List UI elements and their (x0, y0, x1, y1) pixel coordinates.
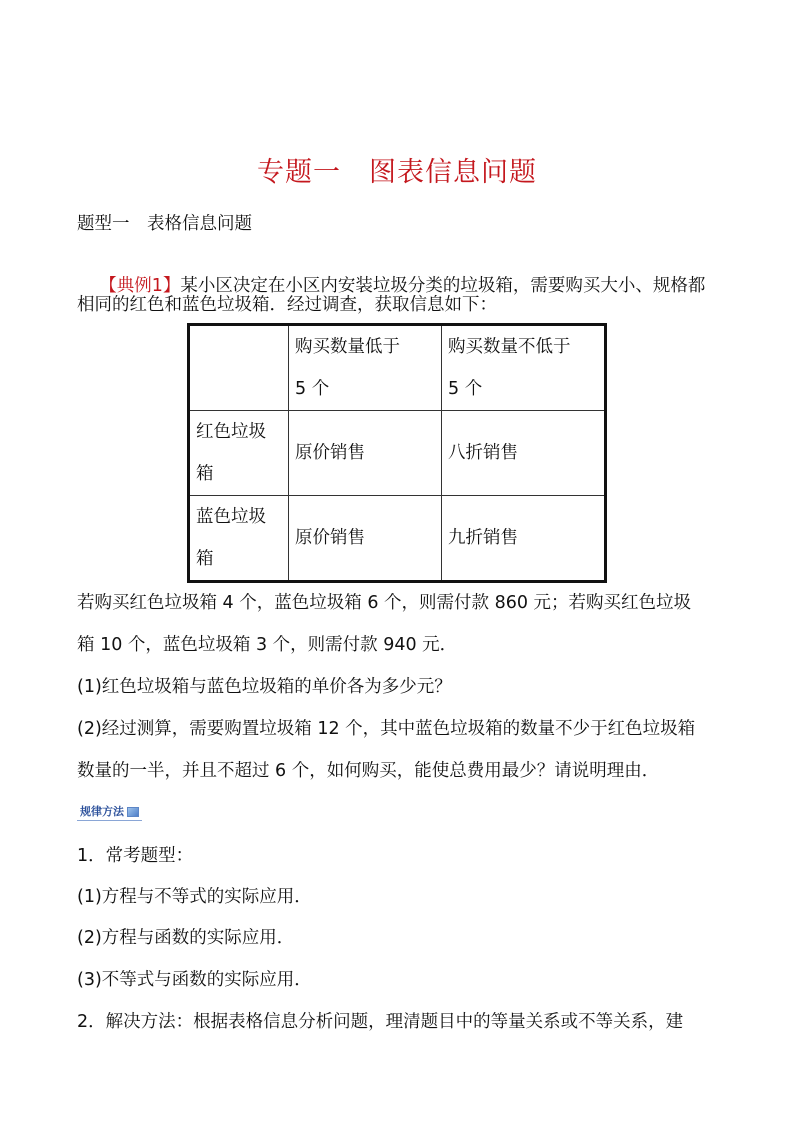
method-badge (77, 804, 142, 821)
body-line: 若购买红色垃圾箱 4 个，蓝色垃圾箱 6 个，则需付款 860 元；若购买红色垃圾 (77, 593, 692, 613)
header-text: 5 个 (295, 379, 330, 399)
method-badge-label: 规律方法 (80, 805, 124, 818)
row-label-text: 箱 (196, 549, 214, 569)
table-header-row (189, 325, 606, 411)
pricing-table (187, 323, 607, 583)
example-tag: 【典例1】 (99, 276, 181, 296)
row-label-text: 红色垃圾 (196, 422, 266, 442)
example-intro-line-2: 相同的红色和蓝色垃圾箱．经过调查，获取信息如下： (77, 295, 497, 315)
table-header-cell (442, 325, 606, 411)
question-2-line-2: 数量的一半，并且不超过 6 个，如何购买，能使总费用最少？请说明理由． (77, 761, 660, 781)
row-label-cell (189, 411, 289, 496)
question-1: (1)红色垃圾箱与蓝色垃圾箱的单价各为多少元？ (77, 677, 452, 697)
pencil-icon (127, 807, 139, 817)
table-cell: 九折销售 (442, 496, 606, 582)
page-title: 专题一 图表信息问题 (257, 157, 537, 188)
body-line: 箱 10 个，蓝色垃圾箱 3 个，则需付款 940 元． (77, 635, 458, 655)
table-row (189, 411, 606, 496)
table-cell: 原价销售 (289, 496, 442, 582)
example-text: 某小区决定在小区内安装垃圾分类的垃圾箱，需要购买大小、规格都 (180, 276, 706, 296)
header-text: 购买数量不低于 (448, 337, 571, 357)
table-cell: 八折销售 (442, 411, 606, 496)
header-text: 购买数量低于 (295, 337, 400, 357)
method-line: (2)方程与函数的实际应用． (77, 928, 295, 948)
question-2-line-1: (2)经过测算，需要购置垃圾箱 12 个，其中蓝色垃圾箱的数量不少于红色垃圾箱 (77, 719, 696, 739)
row-label-cell (189, 496, 289, 582)
row-label-text: 蓝色垃圾 (196, 507, 266, 527)
method-line: (1)方程与不等式的实际应用． (77, 887, 312, 907)
table-header-cell (189, 325, 289, 411)
method-line: 2．解决方法：根据表格信息分析问题，理清题目中的等量关系或不等关系，建 (77, 1012, 684, 1032)
section-heading: 题型一 表格信息问题 (77, 214, 252, 234)
table-header-cell (289, 325, 442, 411)
row-label-text: 箱 (196, 464, 214, 484)
table-cell: 原价销售 (289, 411, 442, 496)
header-text: 5 个 (448, 379, 483, 399)
method-line: 1．常考题型： (77, 846, 194, 866)
method-line: (3)不等式与函数的实际应用． (77, 970, 312, 990)
table-row (189, 496, 606, 582)
